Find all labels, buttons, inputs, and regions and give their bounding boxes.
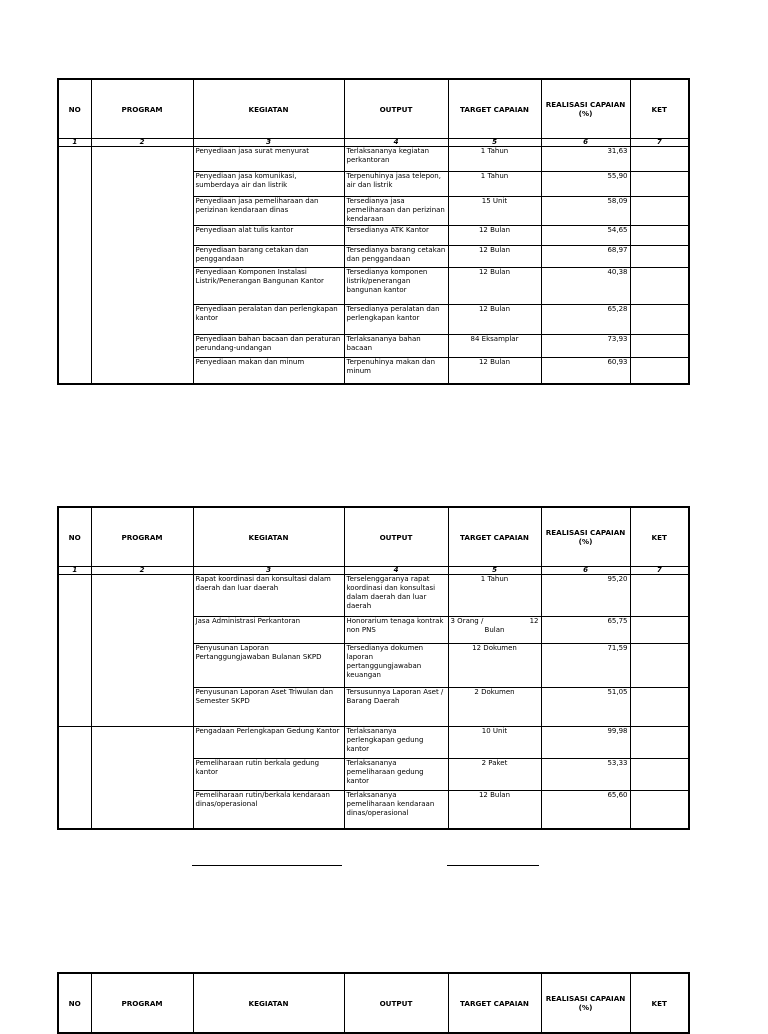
target-cell: 2 Paket [448,759,541,791]
ket-cell [630,644,689,688]
ket-cell [630,147,689,172]
colnum-5: 5 [448,139,541,147]
header-kegiatan: KEGIATAN [193,79,344,139]
header-ket: KET [630,79,689,139]
realisasi-cell: 55,90 [541,172,630,197]
column-number-row [58,139,689,147]
ket-cell [630,172,689,197]
realisasi-cell: 68,97 [541,246,630,268]
kegiatan-cell: Pengadaan Perlengkapan Gedung Kantor [193,727,344,759]
header-target: TARGET CAPAIAN [448,507,541,567]
colnum-2: 2 [91,567,193,575]
ket-cell [630,358,689,384]
header-kegiatan: KEGIATAN [193,973,344,1033]
output-cell: Tersedianya komponen listrik/penerangan bangunan kantor [344,268,448,305]
kegiatan-cell: Penyediaan jasa pemeliharaan dan perizinan kendaraan dinas [193,197,344,226]
header-output: OUTPUT [344,79,448,139]
target-months: 12 [529,617,539,625]
kegiatan-cell: Rapat koordinasi dan konsultasi dalam daerah dan luar daerah [193,575,344,617]
realisasi-cell: 31,63 [541,147,630,172]
kegiatan-cell: Penyediaan Komponen Instalasi Listrik/Penerangan Bangunan Kantor [193,268,344,305]
output-cell: Tersedianya jasa pemeliharaan dan perizinan kendaraan [344,197,448,226]
output-cell: Terpenuhinya makan dan minum [344,358,448,384]
ket-cell [630,575,689,617]
header-program: PROGRAM [91,973,193,1033]
kegiatan-cell: Pemeliharaan rutin/berkala kendaraan dinas/operasional [193,791,344,829]
table-header-row [58,79,689,139]
realisasi-cell: 53,33 [541,759,630,791]
kegiatan-cell: Penyediaan peralatan dan perlengkapan kantor [193,305,344,335]
ket-cell [630,246,689,268]
target-cell: 12 Bulan [448,246,541,268]
colnum-7: 7 [630,139,689,147]
target-unit: Bulan [484,626,505,634]
table-header-row [58,973,689,1033]
realisasi-cell: 95,20 [541,575,630,617]
header-target: TARGET CAPAIAN [448,79,541,139]
realisasi-cell: 65,28 [541,305,630,335]
kegiatan-cell: Penyusunan Laporan Pertanggungjawaban Bulanan SKPD [193,644,344,688]
realisasi-cell: 65,75 [541,617,630,644]
program-cell [91,575,193,727]
colnum-5: 5 [448,567,541,575]
realisasi-table-2 [57,506,690,830]
output-cell: Terlaksananya perlengkapan gedung kantor [344,727,448,759]
column-number-row [58,567,689,575]
output-cell: Tersedianya dokumen laporan pertanggungjawaban keuangan [344,644,448,688]
target-count: 3 Orang / [450,617,484,625]
colnum-3: 3 [193,567,344,575]
realisasi-cell: 60,93 [541,358,630,384]
no-cell [58,147,91,384]
ket-cell [630,268,689,305]
target-cell: 15 Unit [448,197,541,226]
realisasi-cell: 40,38 [541,268,630,305]
kegiatan-cell: Penyediaan barang cetakan dan penggandaan [193,246,344,268]
kegiatan-cell: Penyediaan bahan bacaan dan peraturan perundang-undangan [193,335,344,358]
output-cell: Terlaksananya kegiatan perkantoran [344,147,448,172]
header-output: OUTPUT [344,973,448,1033]
colnum-7: 7 [630,567,689,575]
header-no: NO [58,507,91,567]
kegiatan-cell: Penyediaan jasa komunikasi, sumberdaya air dan listrik [193,172,344,197]
header-program: PROGRAM [91,507,193,567]
colnum-2: 2 [91,139,193,147]
program-cell [91,727,193,829]
header-ket: KET [630,507,689,567]
header-ket: KET [630,973,689,1033]
header-output: OUTPUT [344,507,448,567]
signature-line-left [192,865,342,866]
table-header-row [58,507,689,567]
realisasi-cell: 54,65 [541,226,630,246]
kegiatan-cell: Penyediaan jasa surat menyurat [193,147,344,172]
realisasi-cell: 73,93 [541,335,630,358]
header-program: PROGRAM [91,79,193,139]
table-row [58,147,689,172]
kegiatan-cell: Pemeliharaan rutin berkala gedung kantor [193,759,344,791]
target-cell: 12 Bulan [448,358,541,384]
header-no: NO [58,79,91,139]
target-cell: 12 Bulan [448,268,541,305]
realisasi-table-1 [57,78,690,385]
target-cell: 12 Dokumen [448,644,541,688]
target-cell: 12 Bulan [448,791,541,829]
ket-cell [630,617,689,644]
output-cell: Tersusunnya Laporan Aset / Barang Daerah [344,688,448,727]
ket-cell [630,727,689,759]
output-cell: Terselenggaranya rapat koordinasi dan konsultasi dalam daerah dan luar daerah [344,575,448,617]
target-cell [448,617,541,644]
table-row [58,727,689,759]
header-kegiatan: KEGIATAN [193,507,344,567]
output-cell: Tersedianya ATK Kantor [344,226,448,246]
no-cell [58,727,91,829]
output-cell: Tersedianya barang cetakan dan penggandaan [344,246,448,268]
target-cell: 1 Tahun [448,575,541,617]
header-realisasi: REALISASI CAPAIAN (%) [541,79,630,139]
ket-cell [630,305,689,335]
header-realisasi: REALISASI CAPAIAN (%) [541,973,630,1033]
colnum-1: 1 [58,139,91,147]
kegiatan-cell: Jasa Administrasi Perkantoran [193,617,344,644]
colnum-6: 6 [541,139,630,147]
output-cell: Honorarium tenaga kontrak non PNS [344,617,448,644]
output-cell: Terpenuhinya jasa telepon, air dan listrik [344,172,448,197]
table-row [58,575,689,617]
target-cell: 1 Tahun [448,147,541,172]
output-cell: Terlaksananya pemeliharaan kendaraan dinas/operasional [344,791,448,829]
target-cell: 12 Bulan [448,305,541,335]
signature-line-right [447,865,539,866]
colnum-6: 6 [541,567,630,575]
kegiatan-cell: Penyediaan alat tulis kantor [193,226,344,246]
ket-cell [630,759,689,791]
colnum-3: 3 [193,139,344,147]
target-cell: 84 Eksamplar [448,335,541,358]
output-cell: Terlaksananya pemeliharaan gedung kantor [344,759,448,791]
target-cell: 2 Dokumen [448,688,541,727]
colnum-4: 4 [344,139,448,147]
kegiatan-cell: Penyusunan Laporan Aset Triwulan dan Semester SKPD [193,688,344,727]
ket-cell [630,197,689,226]
colnum-1: 1 [58,567,91,575]
ket-cell [630,335,689,358]
target-cell: 1 Tahun [448,172,541,197]
output-cell: Terlaksananya bahan bacaan [344,335,448,358]
header-no: NO [58,973,91,1033]
realisasi-cell: 65,60 [541,791,630,829]
ket-cell [630,688,689,727]
program-cell [91,147,193,384]
kegiatan-cell: Penyediaan makan dan minum [193,358,344,384]
realisasi-cell: 99,98 [541,727,630,759]
target-cell: 10 Unit [448,727,541,759]
no-cell [58,575,91,727]
realisasi-cell: 58,09 [541,197,630,226]
colnum-4: 4 [344,567,448,575]
realisasi-table-3 [57,972,690,1034]
ket-cell [630,791,689,829]
ket-cell [630,226,689,246]
output-cell: Tersedianya peralatan dan perlengkapan kantor [344,305,448,335]
header-target: TARGET CAPAIAN [448,973,541,1033]
realisasi-cell: 71,59 [541,644,630,688]
target-cell: 12 Bulan [448,226,541,246]
realisasi-cell: 51,05 [541,688,630,727]
header-realisasi: REALISASI CAPAIAN (%) [541,507,630,567]
